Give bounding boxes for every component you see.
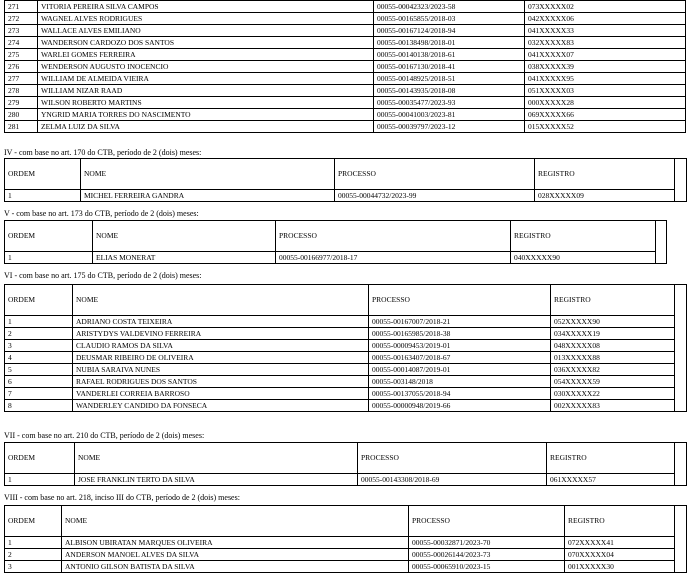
- header-nome: NOME: [93, 221, 276, 252]
- processo-cell: 00055-00165855/2018-03: [374, 13, 525, 25]
- registro-cell: 034XXXXX19: [551, 328, 675, 340]
- empty-cell: [675, 443, 687, 486]
- table-header-row: [5, 506, 687, 537]
- section-title-vii: VII - com base no art. 210 do CTB, período de 2 (dois) meses:: [4, 431, 205, 440]
- ordem-cell: 279: [5, 97, 38, 109]
- nome-cell: ZELMA LUIZ DA SILVA: [38, 121, 374, 133]
- table-row: [5, 352, 687, 364]
- section-title-iv: IV - com base no art. 170 do CTB, período de 2 (dois) meses:: [4, 148, 202, 157]
- table-row: [5, 49, 686, 61]
- processo-cell: 00055-00167007/2018-21: [369, 316, 551, 328]
- nome-cell: ADRIANO COSTA TEIXEIRA: [73, 316, 369, 328]
- table-header-row: [5, 221, 667, 252]
- registro-cell: 048XXXXX08: [551, 340, 675, 352]
- table-row: [5, 190, 687, 202]
- processo-cell: 00055-00143935/2018-08: [374, 85, 525, 97]
- nome-cell: YNGRID MARIA TORRES DO NASCIMENTO: [38, 109, 374, 121]
- ordem-cell: 281: [5, 121, 38, 133]
- table-header-row: [5, 443, 687, 474]
- table-row: [5, 474, 687, 486]
- ordem-cell: 1: [5, 316, 73, 328]
- header-ordem: ORDEM: [5, 443, 75, 474]
- processo-cell: 00055-00138498/2018-01: [374, 37, 525, 49]
- empty-cell: [675, 159, 687, 202]
- processo-cell: 00055-00042323/2023-58: [374, 1, 525, 13]
- nome-cell: WILSON ROBERTO MARTINS: [38, 97, 374, 109]
- ordem-cell: 1: [5, 190, 81, 202]
- ordem-cell: 271: [5, 1, 38, 13]
- processo-cell: 00055-00032871/2023-70: [409, 537, 565, 549]
- header-nome: NOME: [62, 506, 409, 537]
- table-vi: [4, 284, 687, 412]
- registro-cell: 041XXXXX95: [525, 73, 686, 85]
- table-row: [5, 537, 687, 549]
- nome-cell: DEUSMAR RIBEIRO DE OLIVEIRA: [73, 352, 369, 364]
- nome-cell: ANDERSON MANOEL ALVES DA SILVA: [62, 549, 409, 561]
- processo-cell: 00055-00044732/2023-99: [335, 190, 535, 202]
- table-row: [5, 252, 667, 264]
- nome-cell: VANDERLEI CORREIA BARROSO: [73, 388, 369, 400]
- nome-cell: WANDERLEY CANDIDO DA FONSECA: [73, 400, 369, 412]
- table-row: [5, 109, 686, 121]
- nome-cell: WALLACE ALVES EMILIANO: [38, 25, 374, 37]
- empty-cell: [675, 285, 687, 412]
- processo-cell: 00055-00163407/2018-67: [369, 352, 551, 364]
- registro-cell: 041XXXXX33: [525, 25, 686, 37]
- processo-cell: 00055-00140138/2018-61: [374, 49, 525, 61]
- processo-cell: 00055-00148925/2018-51: [374, 73, 525, 85]
- registro-cell: 002XXXXX83: [551, 400, 675, 412]
- table-vii: [4, 442, 687, 486]
- nome-cell: ARISTYDYS VALDEVINO FERREIRA: [73, 328, 369, 340]
- processo-cell: 00055-00035477/2023-93: [374, 97, 525, 109]
- table-row: [5, 549, 687, 561]
- table-row: [5, 388, 687, 400]
- processo-cell: 00055-00014087/2019-01: [369, 364, 551, 376]
- header-ordem: ORDEM: [5, 506, 62, 537]
- registro-cell: 070XXXXX04: [565, 549, 675, 561]
- table-row: [5, 376, 687, 388]
- header-ordem: ORDEM: [5, 159, 81, 190]
- ordem-cell: 8: [5, 400, 73, 412]
- table-row: [5, 400, 687, 412]
- registro-cell: 040XXXXX90: [511, 252, 656, 264]
- table-header-row: [5, 159, 687, 190]
- processo-cell: 00055-00065910/2023-15: [409, 561, 565, 573]
- table-row: [5, 25, 686, 37]
- nome-cell: CLAUDIO RAMOS DA SILVA: [73, 340, 369, 352]
- processo-cell: 00055-00026144/2023-73: [409, 549, 565, 561]
- ordem-cell: 2: [5, 549, 62, 561]
- header-processo: PROCESSO: [358, 443, 547, 474]
- table-row: [5, 73, 686, 85]
- nome-cell: WILLIAM DE ALMEIDA VIEIRA: [38, 73, 374, 85]
- table-row: [5, 1, 686, 13]
- table-row: [5, 340, 687, 352]
- empty-cell: [656, 221, 667, 264]
- header-registro: REGISTRO: [535, 159, 675, 190]
- ordem-cell: 6: [5, 376, 73, 388]
- registro-cell: 041XXXXX07: [525, 49, 686, 61]
- ordem-cell: 272: [5, 13, 38, 25]
- registro-cell: 030XXXXX22: [551, 388, 675, 400]
- registro-cell: 013XXXXX88: [551, 352, 675, 364]
- table-header-row: [5, 285, 687, 316]
- registro-cell: 073XXXXX02: [525, 1, 686, 13]
- registro-cell: 052XXXXX90: [551, 316, 675, 328]
- registro-cell: 051XXXXX03: [525, 85, 686, 97]
- ordem-cell: 273: [5, 25, 38, 37]
- table-iv: [4, 158, 687, 202]
- header-ordem: ORDEM: [5, 221, 93, 252]
- processo-cell: 00055-00167124/2018-94: [374, 25, 525, 37]
- ordem-cell: 277: [5, 73, 38, 85]
- ordem-cell: 1: [5, 252, 93, 264]
- ordem-cell: 3: [5, 561, 62, 573]
- table-v: [4, 220, 667, 264]
- registro-cell: 001XXXXX30: [565, 561, 675, 573]
- header-nome: NOME: [81, 159, 335, 190]
- processo-cell: 00055-00165985/2018-38: [369, 328, 551, 340]
- ordem-cell: 280: [5, 109, 38, 121]
- registro-cell: 000XXXXX28: [525, 97, 686, 109]
- processo-cell: 00055-00000948/2019-66: [369, 400, 551, 412]
- ordem-cell: 1: [5, 537, 62, 549]
- registro-cell: 072XXXXX41: [565, 537, 675, 549]
- registro-cell: 042XXXXX06: [525, 13, 686, 25]
- ordem-cell: 4: [5, 352, 73, 364]
- registro-cell: 061XXXXX57: [547, 474, 675, 486]
- header-registro: REGISTRO: [547, 443, 675, 474]
- ordem-cell: 278: [5, 85, 38, 97]
- table-row: [5, 13, 686, 25]
- table-row: [5, 121, 686, 133]
- nome-cell: JOSE FRANKLIN TERTO DA SILVA: [75, 474, 358, 486]
- nome-cell: WENDERSON AUGUSTO INOCENCIO: [38, 61, 374, 73]
- table-row: [5, 97, 686, 109]
- registro-cell: 069XXXXX66: [525, 109, 686, 121]
- nome-cell: WARLEI GOMES FERREIRA: [38, 49, 374, 61]
- header-registro: REGISTRO: [565, 506, 675, 537]
- registro-cell: 036XXXXX82: [551, 364, 675, 376]
- table-row: [5, 561, 687, 573]
- ordem-cell: 1: [5, 474, 75, 486]
- nome-cell: WILLIAM NIZAR RAAD: [38, 85, 374, 97]
- nome-cell: WANDERSON CARDOZO DOS SANTOS: [38, 37, 374, 49]
- processo-cell: 00055-00167130/2018-41: [374, 61, 525, 73]
- section-title-v: V - com base no art. 173 do CTB, período de 2 (dois) meses:: [4, 209, 199, 218]
- header-registro: REGISTRO: [511, 221, 656, 252]
- processo-cell: 00055-00166977/2018-17: [276, 252, 511, 264]
- section-title-viii: VIII - com base no art. 218, inciso III do CTB, período de 2 (dois) meses:: [4, 493, 240, 502]
- header-processo: PROCESSO: [409, 506, 565, 537]
- nome-cell: ANTONIO GILSON BATISTA DA SILVA: [62, 561, 409, 573]
- header-ordem: ORDEM: [5, 285, 73, 316]
- processo-cell: 00055-00143308/2018-69: [358, 474, 547, 486]
- header-processo: PROCESSO: [369, 285, 551, 316]
- header-nome: NOME: [75, 443, 358, 474]
- processo-cell: 00055-003148/2018: [369, 376, 551, 388]
- ordem-cell: 3: [5, 340, 73, 352]
- nome-cell: WAGNEL ALVES RODRIGUES: [38, 13, 374, 25]
- processo-cell: 00055-00039797/2023-12: [374, 121, 525, 133]
- section-title-vi: VI - com base no art. 175 do CTB, período de 2 (dois) meses:: [4, 271, 202, 280]
- table-row: [5, 364, 687, 376]
- nome-cell: NUBIA SARAIVA NUNES: [73, 364, 369, 376]
- top-table: [4, 0, 686, 133]
- nome-cell: RAFAEL RODRIGUES DOS SANTOS: [73, 376, 369, 388]
- header-registro: REGISTRO: [551, 285, 675, 316]
- ordem-cell: 2: [5, 328, 73, 340]
- table-viii: [4, 505, 687, 573]
- processo-cell: 00055-00009453/2019-01: [369, 340, 551, 352]
- processo-cell: 00055-00137055/2018-94: [369, 388, 551, 400]
- table-row: [5, 61, 686, 73]
- registro-cell: 054XXXXX59: [551, 376, 675, 388]
- ordem-cell: 5: [5, 364, 73, 376]
- ordem-cell: 276: [5, 61, 38, 73]
- nome-cell: ALBISON UBIRATAN MARQUES OLIVEIRA: [62, 537, 409, 549]
- table-row: [5, 37, 686, 49]
- registro-cell: 015XXXXX52: [525, 121, 686, 133]
- table-row: [5, 316, 687, 328]
- registro-cell: 028XXXXX09: [535, 190, 675, 202]
- empty-cell: [675, 506, 687, 573]
- ordem-cell: 274: [5, 37, 38, 49]
- nome-cell: ELIAS MONERAT: [93, 252, 276, 264]
- header-processo: PROCESSO: [276, 221, 511, 252]
- ordem-cell: 7: [5, 388, 73, 400]
- table-row: [5, 328, 687, 340]
- nome-cell: VITORIA PEREIRA SILVA CAMPOS: [38, 1, 374, 13]
- nome-cell: MICHEL FERREIRA GANDRA: [81, 190, 335, 202]
- ordem-cell: 275: [5, 49, 38, 61]
- header-processo: PROCESSO: [335, 159, 535, 190]
- registro-cell: 032XXXXX83: [525, 37, 686, 49]
- header-nome: NOME: [73, 285, 369, 316]
- registro-cell: 038XXXXX39: [525, 61, 686, 73]
- processo-cell: 00055-00041003/2023-81: [374, 109, 525, 121]
- table-row: [5, 85, 686, 97]
